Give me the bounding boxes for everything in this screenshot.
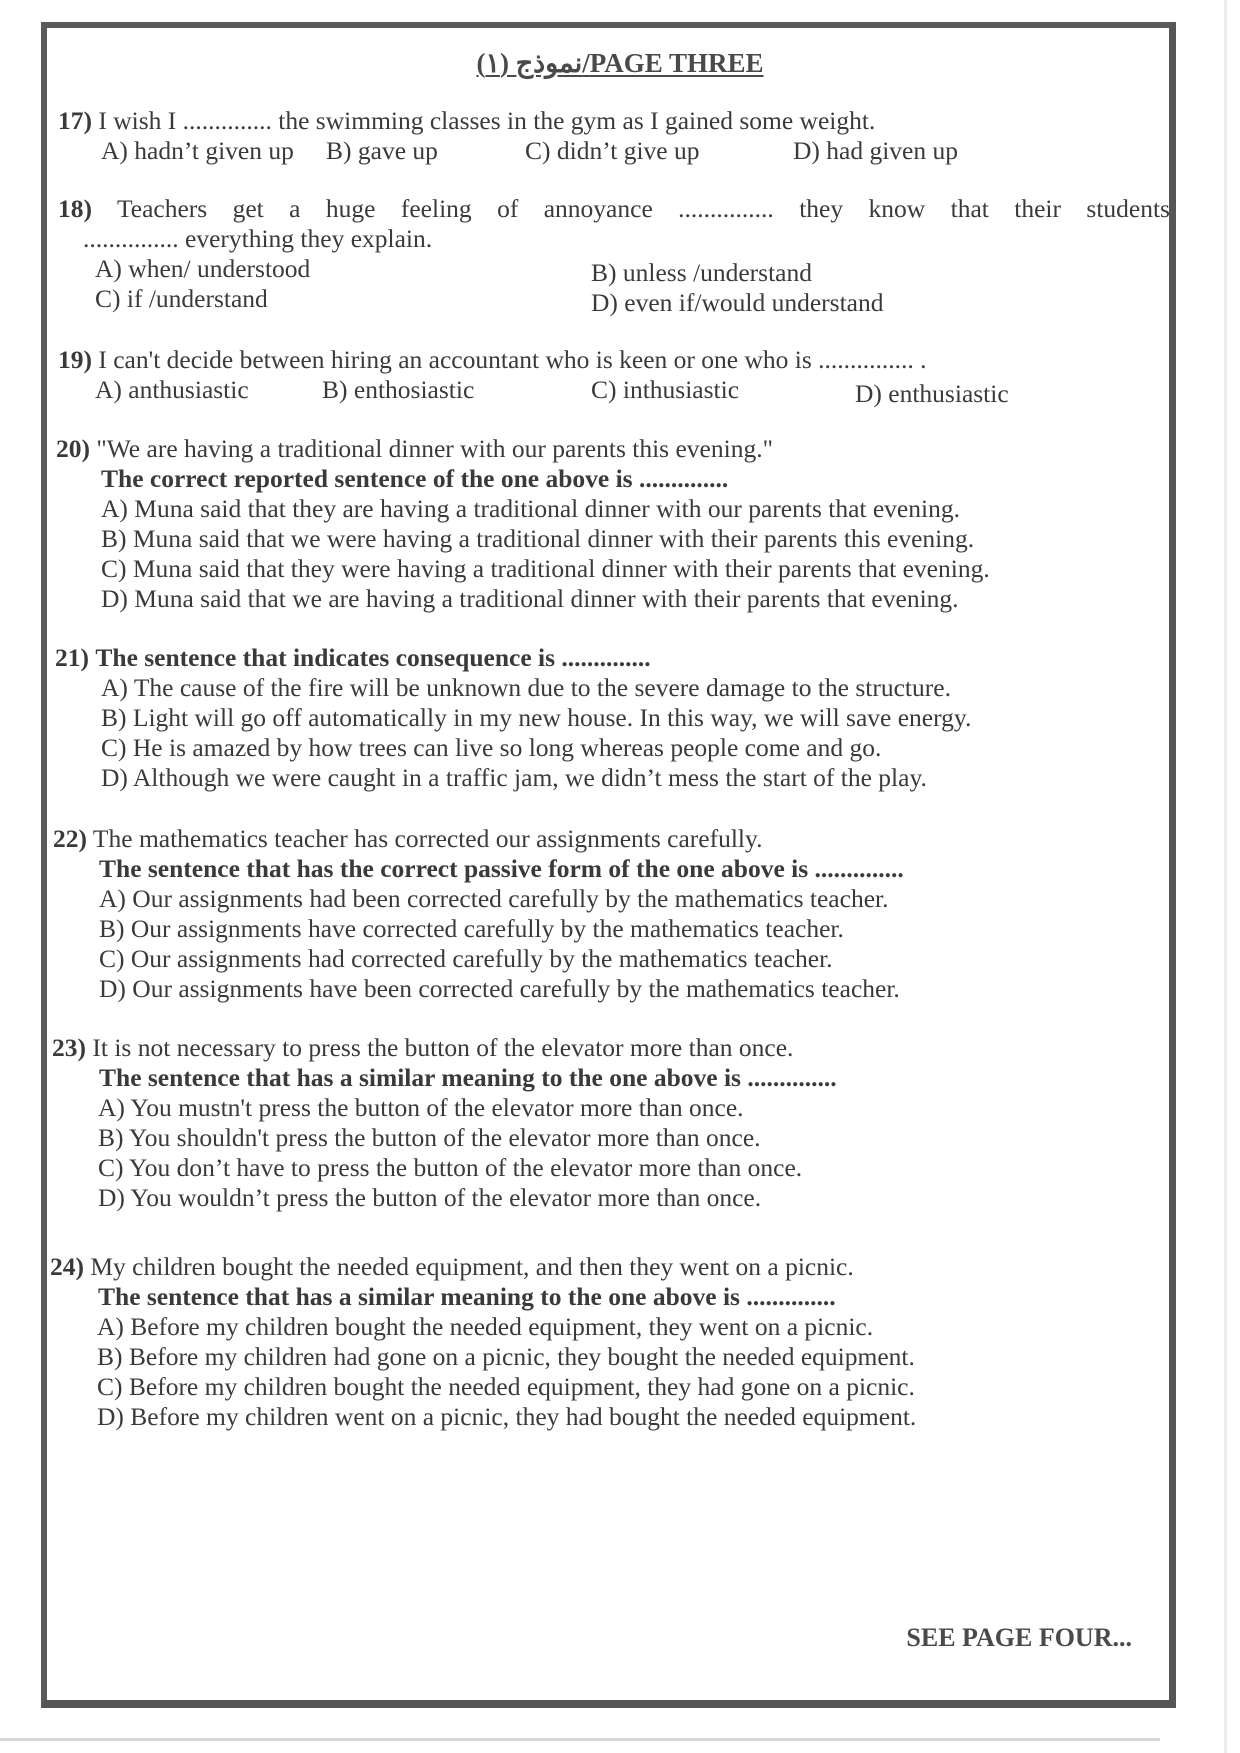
page-title bbox=[0, 48, 1240, 79]
question-stem: I can't decide between hiring an accountant who is keen or one who is ............... . bbox=[98, 345, 927, 374]
option-a[interactable]: A) The cause of the fire will be unknown due to the severe damage to the structure. bbox=[101, 673, 951, 702]
options-row bbox=[58, 284, 1170, 317]
option-c[interactable]: C) if /understand bbox=[95, 284, 268, 313]
option-b[interactable]: B) gave up bbox=[326, 136, 438, 165]
question-number: 24) bbox=[50, 1252, 84, 1281]
question-stem: I wish I .............. the swimming classes in the gym as I gained some weight. bbox=[98, 106, 876, 135]
scan-edge-right bbox=[1224, 0, 1227, 1753]
question-instruction: The sentence that has the correct passive form of the one above is .............. bbox=[99, 854, 904, 883]
title-arabic: نموذج (١) bbox=[476, 48, 583, 78]
question-24 bbox=[50, 1252, 1150, 1432]
option-d[interactable]: D) even if/would understand bbox=[591, 288, 884, 317]
question-instruction: The sentence that has a similar meaning to the one above is .............. bbox=[98, 1282, 836, 1311]
question-number: 17) bbox=[58, 106, 92, 135]
option-c[interactable]: C) Before my children bought the needed equipment, they had gone on a picnic. bbox=[97, 1372, 915, 1401]
options-row bbox=[58, 254, 1170, 287]
question-22 bbox=[53, 824, 1150, 1004]
option-b[interactable]: B) Muna said that we were having a traditional dinner with their parents this evening. bbox=[101, 524, 975, 553]
question-21 bbox=[55, 643, 1150, 793]
option-a[interactable]: A) hadn’t given up bbox=[101, 136, 294, 165]
option-b[interactable]: B) Before my children had gone on a picnic, they bought the needed equipment. bbox=[97, 1342, 915, 1371]
option-a[interactable]: A) Muna said that they are having a traditional dinner with our parents that evening. bbox=[101, 494, 960, 523]
question-number: 21) bbox=[55, 643, 89, 672]
question-17 bbox=[58, 106, 1150, 166]
option-c[interactable]: C) You don’t have to press the button of the elevator more than once. bbox=[98, 1153, 803, 1182]
option-c[interactable]: C) He is amazed by how trees can live so long whereas people come and go. bbox=[101, 733, 882, 762]
option-b[interactable]: B) You shouldn't press the button of the elevator more than once. bbox=[98, 1123, 761, 1152]
question-stem-line1: Teachers get a huge feeling of annoyance ............... they know that their students bbox=[116, 194, 1170, 223]
title-english: PAGE THREE bbox=[589, 48, 764, 78]
options-row bbox=[58, 375, 1150, 408]
question-stem: "We are having a traditional dinner with our parents this evening." bbox=[96, 434, 773, 463]
question-stem: My children bought the needed equipment, and then they went on a picnic. bbox=[90, 1252, 854, 1281]
option-d[interactable]: D) Before my children went on a picnic, they had bought the needed equipment. bbox=[97, 1402, 917, 1431]
option-a[interactable]: A) You mustn't press the button of the elevator more than once. bbox=[98, 1093, 744, 1122]
option-c[interactable]: C) Our assignments had corrected carefully by the mathematics teacher. bbox=[99, 944, 833, 973]
option-d[interactable]: D) enthusiastic bbox=[855, 379, 1009, 408]
question-number: 19) bbox=[58, 345, 92, 374]
option-d[interactable]: D) Our assignments have been corrected carefully by the mathematics teacher. bbox=[99, 974, 900, 1003]
question-instruction: The sentence that has a similar meaning to the one above is .............. bbox=[99, 1063, 837, 1092]
question-number: 22) bbox=[53, 824, 87, 853]
option-b[interactable]: B) enthosiastic bbox=[322, 375, 475, 404]
option-b[interactable]: B) Our assignments have corrected carefully by the mathematics teacher. bbox=[99, 914, 844, 943]
question-19 bbox=[58, 345, 1150, 408]
option-a[interactable]: A) Our assignments had been corrected carefully by the mathematics teacher. bbox=[99, 884, 889, 913]
question-18 bbox=[58, 194, 1170, 317]
option-b[interactable]: B) unless /understand bbox=[591, 258, 812, 287]
option-b[interactable]: B) Light will go off automatically in my new house. In this way, we will save energy. bbox=[101, 703, 972, 732]
question-number: 18) bbox=[58, 194, 92, 223]
question-stem-line2: ............... everything they explain. bbox=[83, 224, 433, 253]
option-a[interactable]: A) Before my children bought the needed equipment, they went on a picnic. bbox=[97, 1312, 874, 1341]
option-a[interactable]: A) anthusiastic bbox=[95, 375, 249, 404]
question-stem: It is not necessary to press the button of the elevator more than once. bbox=[92, 1033, 794, 1062]
option-d[interactable]: D) Although we were caught in a traffic jam, we didn’t mess the start of the play. bbox=[101, 763, 927, 792]
option-c[interactable]: C) inthusiastic bbox=[591, 375, 740, 404]
question-instruction: The correct reported sentence of the one above is .............. bbox=[101, 464, 729, 493]
option-a[interactable]: A) when/ understood bbox=[95, 254, 311, 283]
question-20 bbox=[56, 434, 1150, 614]
option-c[interactable]: C) didn’t give up bbox=[525, 136, 700, 165]
question-number: 20) bbox=[56, 434, 90, 463]
question-23 bbox=[52, 1033, 1150, 1213]
question-instruction: The sentence that indicates consequence is .............. bbox=[95, 643, 651, 672]
next-page-note: SEE PAGE FOUR... bbox=[906, 1623, 1132, 1652]
option-d[interactable]: D) Muna said that we are having a traditional dinner with their parents that evening. bbox=[101, 584, 959, 613]
option-d[interactable]: D) You wouldn’t press the button of the elevator more than once. bbox=[98, 1183, 762, 1212]
option-d[interactable]: D) had given up bbox=[793, 136, 959, 165]
question-stem: The mathematics teacher has corrected our assignments carefully. bbox=[92, 824, 763, 853]
options-row bbox=[58, 136, 1150, 166]
scan-edge-bottom bbox=[0, 1738, 1160, 1741]
question-number: 23) bbox=[52, 1033, 86, 1062]
option-c[interactable]: C) Muna said that they were having a traditional dinner with their parents that evening. bbox=[101, 554, 990, 583]
title-separator: / bbox=[582, 48, 590, 78]
